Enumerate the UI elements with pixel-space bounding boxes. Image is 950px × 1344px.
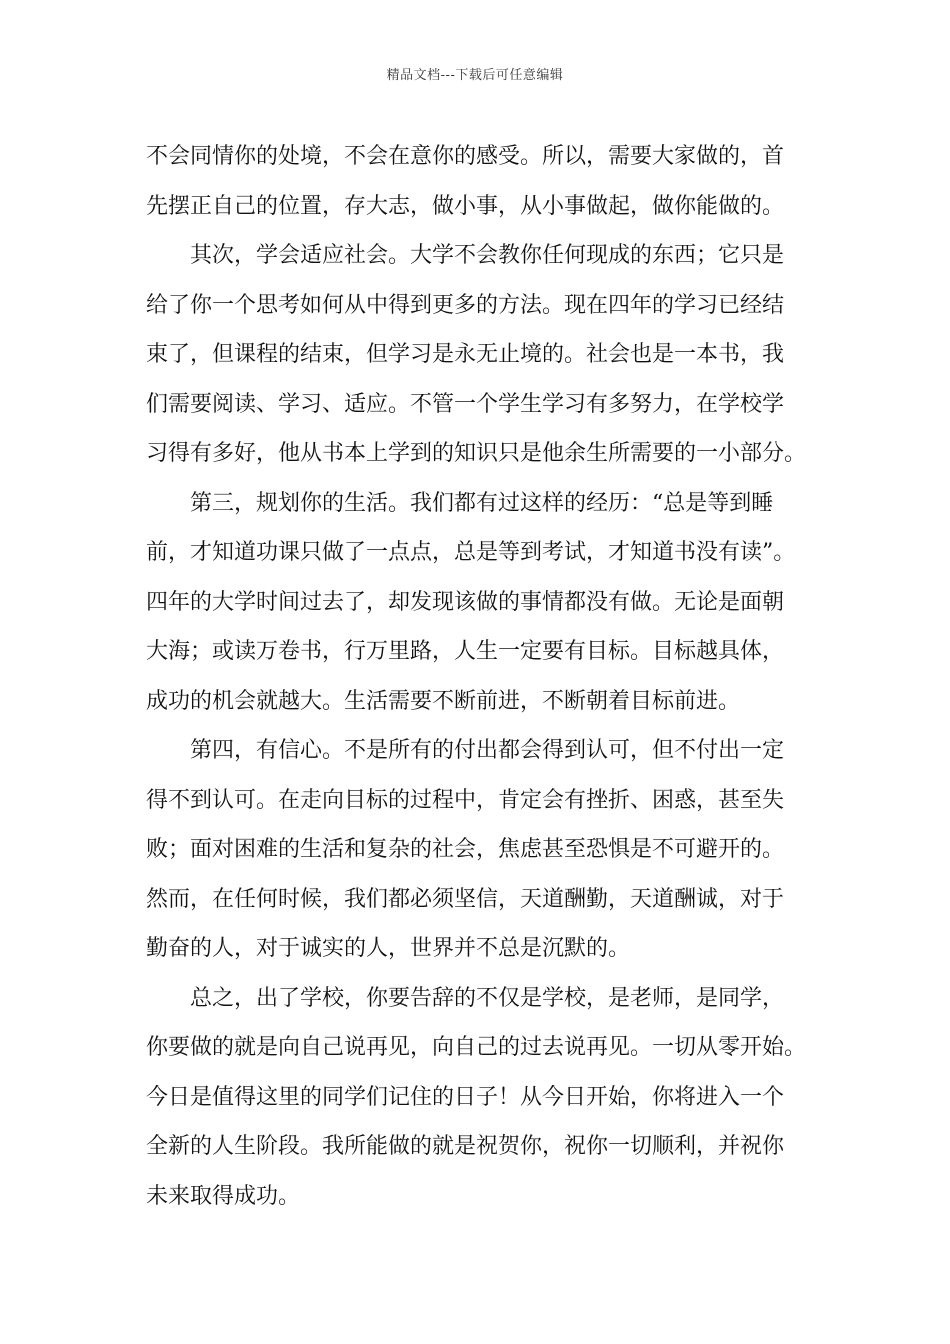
text-line: 四年的大学时间过去了，却发现该做的事情都没有做。无论是面朝	[146, 589, 785, 615]
text-line: 勤奋的人，对于诚实的人，世界并不总是沉默的。	[146, 936, 631, 961]
paragraph	[146, 479, 811, 727]
paragraph	[146, 726, 811, 974]
text-line: 你要做的就是向自己说再见，向自己的过去说再见。一切从零开始。	[146, 1035, 807, 1060]
text-line: 习得有多好，他从书本上学到的知识只是他余生所需要的一小部分。	[146, 441, 807, 466]
text-line: 总之，出了学校，你要告辞的不仅是学校，是老师，是同学，	[190, 985, 785, 1011]
text-line: 大海；或读万卷书，行万里路，人生一定要有目标。目标越具体，	[146, 639, 785, 664]
paragraph	[146, 231, 811, 479]
text-line: 不会同情你的处境，不会在意你的感受。所以，需要大家做的，首	[146, 144, 785, 169]
document-body	[146, 132, 811, 1221]
page-header: 精品文档---下载后可任意编辑	[386, 68, 564, 83]
text-line: 第三，规划你的生活。我们都有过这样的经历：“总是等到睡	[190, 490, 774, 516]
text-line: 束了，但课程的结束，但学习是永无止境的。社会也是一本书，我	[146, 342, 785, 367]
text-line: 得不到认可。在走向目标的过程中，肯定会有挫折、困惑，甚至失	[146, 787, 785, 813]
text-line: 全新的人生阶段。我所能做的就是祝贺你，祝你一切顺利，并祝你	[146, 1134, 785, 1159]
text-line: 今日是值得这里的同学们记住的日子！从今日开始，你将进入一个	[146, 1084, 785, 1110]
text-line: 未来取得成功。	[146, 1183, 301, 1209]
text-line: 败；面对困难的生活和复杂的社会，焦虑甚至恐惧是不可避开的。	[146, 837, 785, 862]
text-line: 然而，在任何时候，我们都必须坚信，天道酬勤，天道酬诚，对于	[146, 886, 785, 912]
paragraph	[146, 132, 811, 231]
text-line: 第四，有信心。不是所有的付出都会得到认可，但不付出一定	[190, 738, 785, 763]
text-line: 其次，学会适应社会。大学不会教你任何现成的东西；它只是	[190, 243, 785, 268]
text-line: 前，才知道功课只做了一点点，总是等到考试，才知道书没有读”。	[146, 540, 796, 565]
text-line: 成功的机会就越大。生活需要不断前进，不断朝着目标前进。	[146, 688, 741, 714]
text-line: 先摆正自己的位置，存大志，做小事，从小事做起，做你能做的。	[146, 193, 785, 219]
text-line: 们需要阅读、学习、适应。不管一个学生学习有多努力，在学校学	[146, 391, 785, 417]
text-line: 给了你一个思考如何从中得到更多的方法。现在四年的学习已经结	[146, 292, 785, 318]
paragraph	[146, 974, 811, 1222]
